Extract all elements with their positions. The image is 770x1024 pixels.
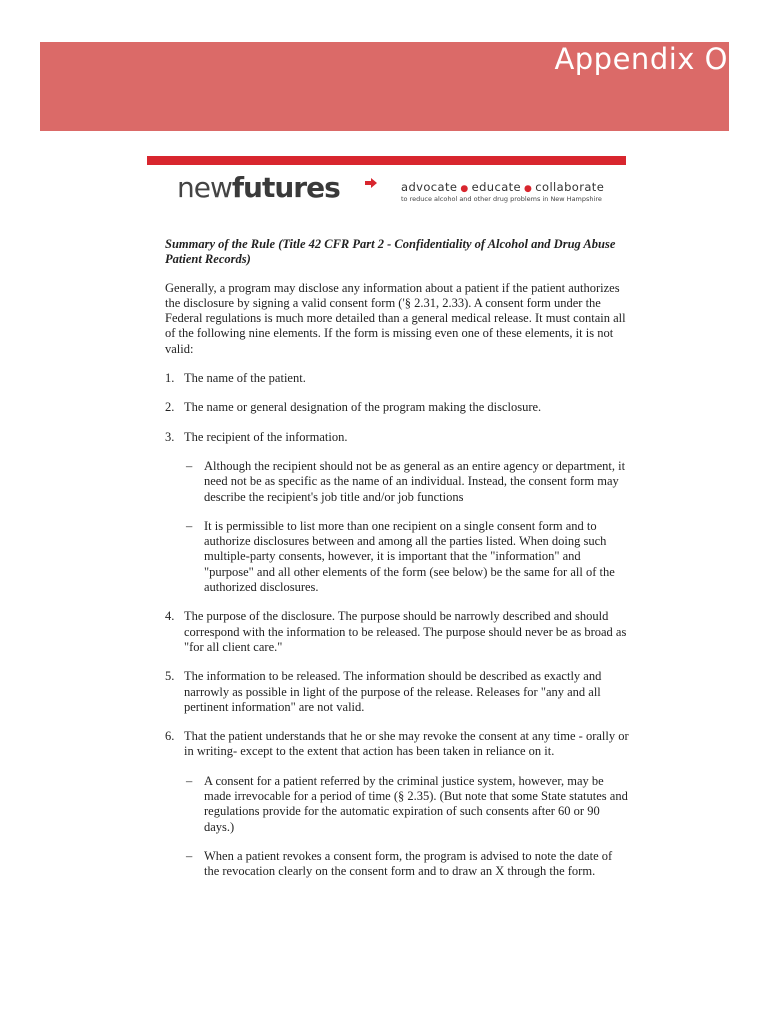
list-item: 4. The purpose of the disclosure. The purpose should be narrowly described and should correspond with the information to be released. The purpose should never be as broad as "for all client care." bbox=[165, 609, 627, 654]
sub-list-item: – It is permissible to list more than one recipient on a single consent form and to authorize disclosures between and among all the parties listed. When doing such multiple-party consents, however, it is important that the "information" and "purpose" and all other elements of the form (see below) be the same for all of the authorized disclosures. bbox=[186, 518, 615, 595]
list-item: 2. The name or general designation of the program making the disclosure. bbox=[165, 400, 542, 415]
bullet-icon: ● bbox=[524, 184, 533, 194]
arrow-icon bbox=[365, 178, 377, 188]
tagline: advocate ● educate ● collaborate to reduce alcohol and other drug problems in New Hampshire bbox=[401, 180, 605, 203]
list-item: 5. The information to be released. The information should be described as exactly and narrowly as possible in light of the purpose of the release. Releases for "any and all pertinent information" are not valid. bbox=[165, 669, 602, 714]
intro-paragraph: Generally, a program may disclose any information about a patient if the patient authorizes the disclosure by signing a valid consent form ('§ 2.31, 2.33). A consent form under the Federal regulations is much more detailed than a general medical release. It must contain all of the following nine elements. If the form is missing even one of these elements, it is not valid: bbox=[165, 280, 626, 356]
header-rule bbox=[147, 156, 626, 165]
sub-list-item: – When a patient revokes a consent form, the program is advised to note the date of the revocation clearly on the consent form and to draw an X through the form. bbox=[186, 848, 613, 879]
sub-list-item: – Although the recipient should not be as general as an entire agency or department, it need not be as specific as the name of an individual. Instead, the consent form may describe the recipient's job title and/or job functions bbox=[186, 458, 626, 504]
tagline-subtitle: to reduce alcohol and other drug problems in New Hampshire bbox=[401, 195, 602, 203]
bullet-icon: ● bbox=[460, 184, 469, 194]
sub-list-item: – A consent for a patient referred by the criminal justice system, however, may be made irrevocable for a period of time (§ 2.35). (But note that some State statutes and regulations provide for the automatic expiration of such consents after 60 or 90 days.) bbox=[186, 773, 628, 834]
appendix-title: Appendix O bbox=[554, 42, 728, 76]
list-item: 6. That the patient understands that he or she may revoke the consent at any time - orally or in writing- except to the extent that action has been taken in reliance on it. bbox=[165, 729, 629, 759]
document-body bbox=[165, 237, 630, 894]
document-heading: Summary of the Rule (Title 42 CFR Part 2 - Confidentiality of Alcohol and Drug Abuse Patient Records) bbox=[165, 237, 616, 267]
newfutures-logo: newfutures bbox=[177, 170, 340, 206]
list-item: 3. The recipient of the information. bbox=[165, 429, 348, 444]
list-item: 1. The name of the patient. bbox=[165, 371, 306, 386]
